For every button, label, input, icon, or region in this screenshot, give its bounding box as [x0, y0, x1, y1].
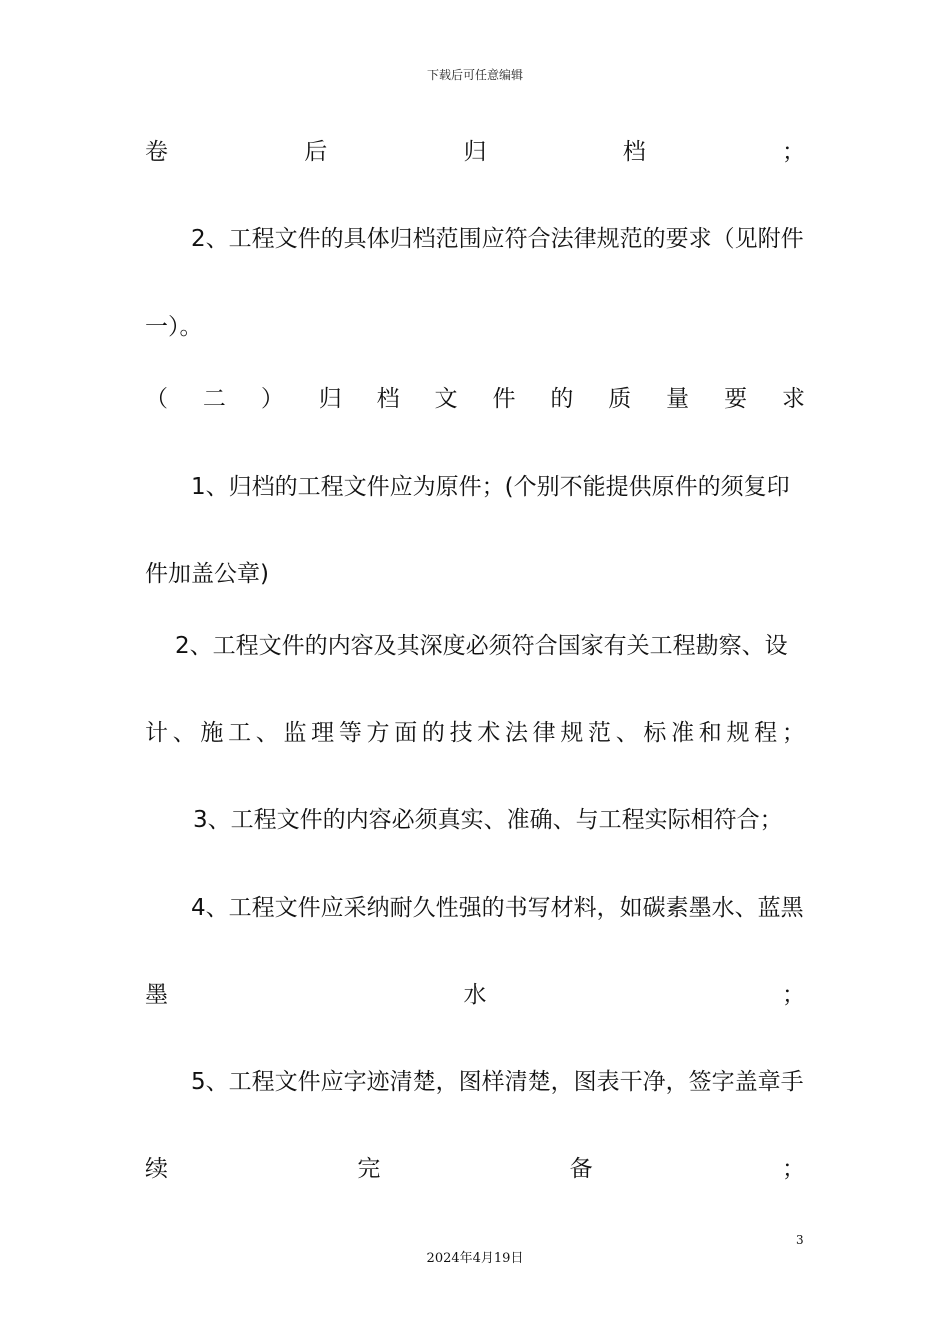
glyph: 量: [666, 386, 690, 412]
glyph: 档: [622, 139, 646, 165]
glyph: 规: [726, 720, 750, 746]
glyph: 程: [754, 720, 778, 746]
text-line-13: [145, 1154, 805, 1184]
text-line-6: 件加盖公章): [145, 561, 269, 587]
glyph: 准: [671, 720, 695, 746]
text-line-7: 2、工程文件的内容及其深度必须符合国家有关工程勘察、设: [175, 633, 788, 659]
glyph: 、: [255, 720, 279, 746]
text-line-9: 3、工程文件的内容必须真实、准确、与工程实际相符合；: [193, 807, 783, 833]
glyph: 续: [145, 1156, 168, 1182]
glyph: 档: [376, 386, 400, 412]
glyph: 求: [781, 386, 805, 412]
footer-date: 2024年4月19日: [426, 1251, 524, 1266]
glyph: 、: [615, 720, 639, 746]
glyph: ）: [260, 386, 284, 412]
glyph: 工: [228, 720, 252, 746]
glyph: 施: [200, 720, 224, 746]
glyph: 的: [550, 386, 574, 412]
glyph: 墨: [145, 982, 168, 1008]
glyph: 和: [698, 720, 722, 746]
glyph: 完: [357, 1156, 381, 1182]
glyph: 的: [421, 720, 445, 746]
glyph: 质: [608, 386, 632, 412]
glyph: 术: [477, 720, 501, 746]
glyph: 文: [434, 386, 458, 412]
glyph: 要: [724, 386, 748, 412]
glyph: 范: [588, 720, 611, 746]
glyph: 技: [449, 720, 473, 746]
glyph: 计: [145, 720, 168, 746]
text-line-12: 5、工程文件应字迹清楚，图样清楚，图表干净，签字盖章手: [191, 1069, 804, 1095]
glyph: 规: [560, 720, 584, 746]
glyph: ；: [782, 139, 805, 165]
glyph: 标: [643, 720, 667, 746]
glyph: 等: [338, 720, 362, 746]
glyph: 法: [504, 720, 528, 746]
glyph: 监: [283, 720, 307, 746]
glyph: ；: [781, 1156, 805, 1182]
text-line-3: 一）。: [145, 314, 203, 340]
text-line-5: 1、归档的工程文件应为原件；(个别不能提供原件的须复印: [191, 474, 790, 500]
text-line-1: [145, 137, 805, 167]
page-number: 3: [796, 1233, 804, 1247]
glyph: ；: [781, 720, 805, 746]
glyph: 律: [532, 720, 556, 746]
glyph: 归: [318, 386, 342, 412]
glyph: 后: [304, 139, 328, 165]
glyph: （: [145, 386, 168, 412]
section-heading: [145, 384, 805, 414]
glyph: 水: [463, 982, 487, 1008]
glyph: 方: [366, 720, 390, 746]
glyph: 面: [394, 720, 418, 746]
glyph: 归: [463, 139, 487, 165]
glyph: 件: [492, 386, 516, 412]
glyph: 备: [569, 1156, 593, 1182]
glyph: 卷: [145, 139, 168, 165]
page-header: 下载后可任意编辑: [426, 68, 523, 82]
glyph: 二: [202, 386, 226, 412]
text-line-2: 2、工程文件的具体归档范围应符合法律规范的要求（见附件: [191, 226, 804, 252]
text-line-11: [145, 980, 805, 1010]
glyph: ；: [782, 982, 805, 1008]
text-line-8: [145, 718, 805, 748]
glyph: 、: [172, 720, 196, 746]
text-line-10: 4、工程文件应采纳耐久性强的书写材料，如碳素墨水、蓝黑: [191, 895, 804, 921]
glyph: 理: [311, 720, 335, 746]
